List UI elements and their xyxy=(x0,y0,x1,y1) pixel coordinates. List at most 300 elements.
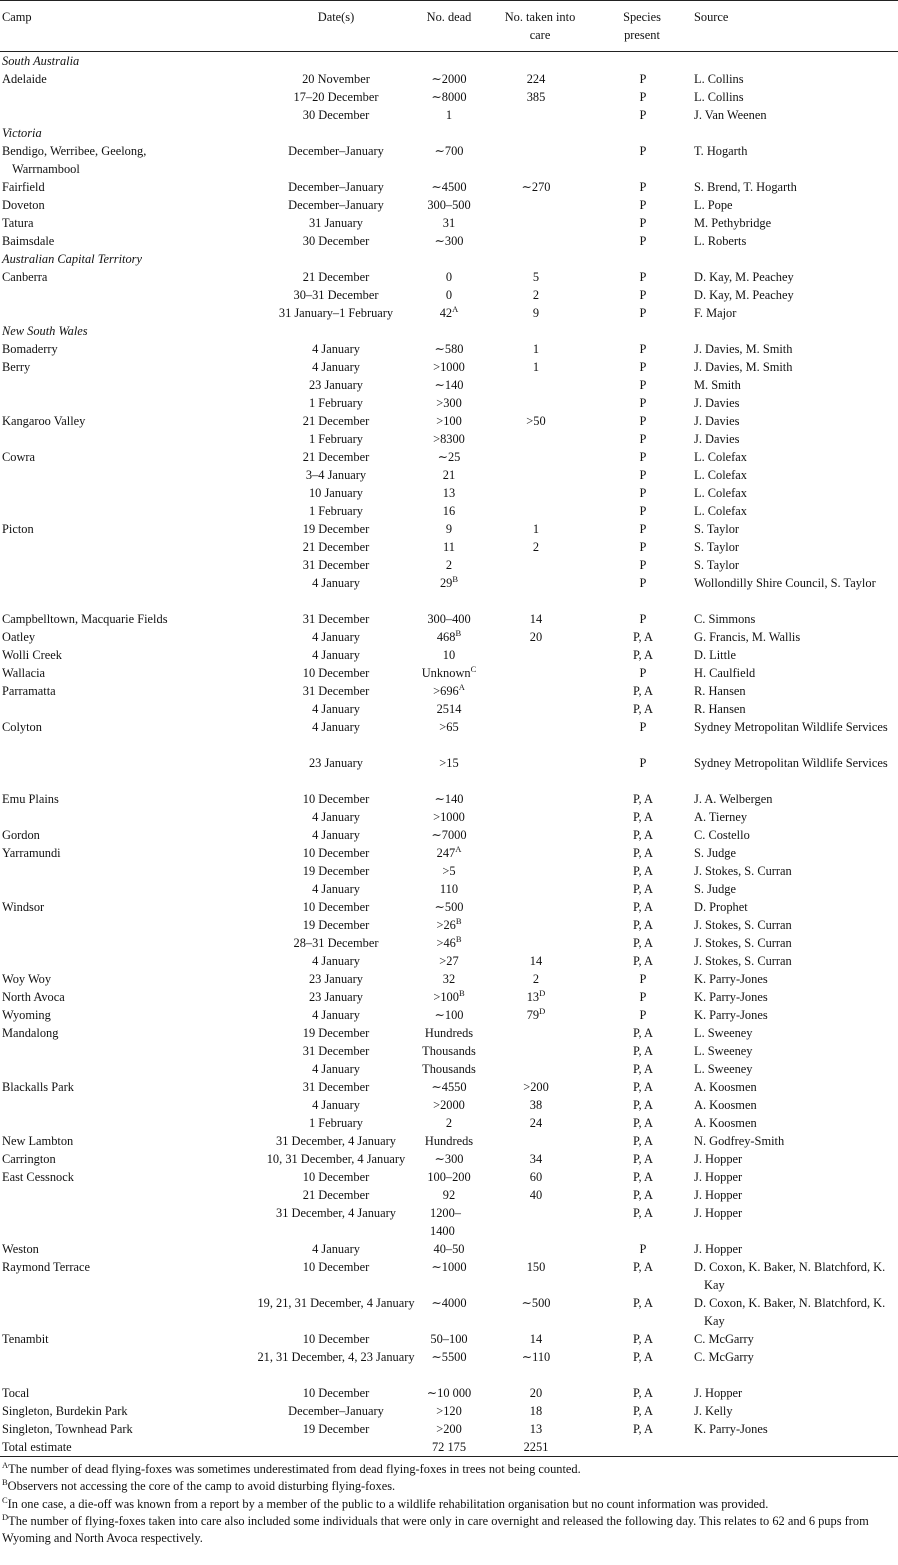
source-cell: L. Sweeney xyxy=(694,1044,753,1058)
source-cell: R. Hansen xyxy=(694,684,746,698)
dead-cell xyxy=(405,466,493,484)
dead-cell xyxy=(405,970,493,988)
camp-cell: Fairfield xyxy=(2,180,45,194)
dead-value: >200 xyxy=(436,1422,462,1436)
date-cell: 10 December xyxy=(302,846,370,860)
date-cell: 10 December xyxy=(302,666,370,680)
date-cell: 4 January xyxy=(312,702,360,716)
species-cell: P, A xyxy=(633,846,653,860)
dead-cell xyxy=(405,1096,493,1114)
date-cell: 10 December xyxy=(302,792,370,806)
care-cell xyxy=(490,304,582,322)
care-cell xyxy=(490,1186,582,1204)
dead-cell xyxy=(405,268,493,286)
dead-value: 110 xyxy=(439,882,459,896)
dead-cell xyxy=(405,502,493,520)
dead-cell xyxy=(405,862,493,880)
date-cell: 4 January xyxy=(312,810,360,824)
date-cell: 4 January xyxy=(312,720,360,734)
dead-cell xyxy=(405,1078,493,1096)
dead-cell xyxy=(405,106,493,124)
table-row xyxy=(0,898,898,916)
table-row xyxy=(0,1006,898,1024)
table-row xyxy=(0,1060,898,1078)
dead-cell xyxy=(405,232,493,250)
footnote-mark: D xyxy=(539,987,546,998)
date-cell: 31 January xyxy=(308,216,364,230)
care-cell xyxy=(490,538,582,556)
care-value: 14 xyxy=(529,954,543,968)
care-value: 24 xyxy=(529,1116,543,1130)
source-cell: J. Stokes, S. Curran xyxy=(694,864,792,878)
camp-cell: Gordon xyxy=(2,828,40,842)
date-cell: 4 January xyxy=(312,1062,360,1076)
table-row xyxy=(0,142,898,178)
footnote-mark: D xyxy=(539,1005,546,1016)
species-cell: P xyxy=(639,306,647,320)
date-cell: 3–4 January xyxy=(305,468,367,482)
region-row xyxy=(0,322,898,340)
dead-value: ∼4000 xyxy=(431,1296,467,1310)
table-row xyxy=(0,844,898,862)
care-cell xyxy=(490,340,582,358)
table-row xyxy=(0,178,898,196)
table-row xyxy=(0,1168,898,1186)
region-label: Australian Capital Territory xyxy=(2,252,142,266)
species-cell: P xyxy=(639,468,647,482)
species-cell: P, A xyxy=(633,810,653,824)
source-cell: S. Judge xyxy=(694,846,736,860)
dead-value: 2 xyxy=(445,1116,453,1130)
date-cell: 31 December, 4 January xyxy=(276,1134,396,1148)
camp-cell: Raymond Terrace xyxy=(2,1260,91,1274)
date-cell: 19 December xyxy=(302,522,370,536)
dead-value: 1200– 1400 xyxy=(430,1206,461,1238)
date-cell: 4 January xyxy=(312,1008,360,1022)
dead-cell xyxy=(405,880,493,898)
care-value: >50 xyxy=(526,414,546,428)
care-cell xyxy=(490,520,582,538)
camp-cell: Blackalls Park xyxy=(2,1080,74,1094)
species-cell: P xyxy=(639,72,647,86)
date-cell: 21 December xyxy=(302,270,370,284)
dead-cell xyxy=(405,808,493,826)
camp-cell: Bendigo, Werribee, Geelong, Warrnambool xyxy=(2,144,147,176)
care-cell xyxy=(490,988,582,1006)
source-cell: K. Parry-Jones xyxy=(694,990,768,1004)
care-value: 13 xyxy=(529,1422,543,1436)
source-cell: J. Stokes, S. Curran xyxy=(694,954,792,968)
dead-cell xyxy=(405,682,493,700)
species-cell: P xyxy=(639,972,647,986)
dead-value: ∼1000 xyxy=(431,1260,467,1274)
species-cell: P xyxy=(639,360,647,374)
dead-value: ∼100 xyxy=(434,1008,464,1022)
table-row xyxy=(0,1294,898,1330)
dead-cell xyxy=(405,1438,493,1456)
species-cell: P, A xyxy=(633,630,653,644)
camp-cell: Carrington xyxy=(2,1152,56,1166)
camp-cell: Adelaide xyxy=(2,72,47,86)
dead-value: 2514 xyxy=(436,702,462,716)
species-cell: P, A xyxy=(633,1080,653,1094)
dead-cell xyxy=(405,520,493,538)
date-cell: 23 January xyxy=(308,756,364,770)
source-cell: J. Davies xyxy=(694,432,740,446)
dead-value: Unknown xyxy=(421,666,471,680)
camp-cell: Singleton, Burdekin Park xyxy=(2,1404,128,1418)
dead-value: >27 xyxy=(439,954,459,968)
date-cell: 30–31 December xyxy=(293,288,379,302)
care-value: 14 xyxy=(529,612,543,626)
camp-cell: Canberra xyxy=(2,270,48,284)
table-row xyxy=(0,628,898,646)
dead-value: 31 xyxy=(442,216,456,230)
dead-cell xyxy=(405,430,493,448)
table-row xyxy=(0,718,898,754)
dead-cell xyxy=(405,1006,493,1024)
dead-value: >1000 xyxy=(433,810,465,824)
care-cell xyxy=(490,952,582,970)
region-label: New South Wales xyxy=(2,324,88,338)
camp-cell: Wyoming xyxy=(2,1008,51,1022)
camp-cell: Tatura xyxy=(2,216,34,230)
dead-cell xyxy=(405,952,493,970)
dead-cell xyxy=(405,1402,493,1420)
table-row xyxy=(0,1096,898,1114)
table-row xyxy=(0,826,898,844)
dead-cell xyxy=(405,178,493,196)
dead-value: 1 xyxy=(445,108,453,122)
date-cell: 10 December xyxy=(302,1260,370,1274)
date-cell: 19 December xyxy=(302,918,370,932)
dead-value: 468 xyxy=(436,630,456,644)
species-cell: P xyxy=(639,216,647,230)
species-cell: P, A xyxy=(633,1098,653,1112)
source-cell: L. Colefax xyxy=(694,468,747,482)
dead-value: >26 xyxy=(436,918,456,932)
dead-cell xyxy=(405,826,493,844)
date-cell: 19 December xyxy=(302,1422,370,1436)
date-cell: 4 January xyxy=(312,630,360,644)
care-value: 79 xyxy=(526,1008,540,1022)
date-cell: 4 January xyxy=(312,648,360,662)
dead-cell xyxy=(405,448,493,466)
table-row xyxy=(0,1402,898,1420)
header-camp: Camp xyxy=(2,10,32,24)
table-row xyxy=(0,880,898,898)
source-cell: S. Brend, T. Hogarth xyxy=(694,180,797,194)
dead-cell xyxy=(405,1114,493,1132)
camp-cell: North Avoca xyxy=(2,990,65,1004)
date-cell: December–January xyxy=(288,198,384,212)
date-cell: 21 December xyxy=(302,1188,370,1202)
species-cell: P xyxy=(639,720,647,734)
dead-value: 29 xyxy=(439,576,453,590)
species-cell: P, A xyxy=(633,1116,653,1130)
table-row xyxy=(0,754,898,790)
dead-cell xyxy=(405,394,493,412)
dead-cell xyxy=(405,988,493,1006)
date-cell: December–January xyxy=(288,144,384,158)
species-cell: P xyxy=(639,522,647,536)
date-cell: 23 January xyxy=(308,990,364,1004)
footnote-mark: B xyxy=(458,987,465,998)
date-cell: 31 December xyxy=(302,684,370,698)
dead-cell xyxy=(430,1204,518,1240)
care-value: 34 xyxy=(529,1152,543,1166)
care-cell xyxy=(490,178,582,196)
date-cell: 19 December xyxy=(302,1026,370,1040)
dead-cell xyxy=(405,574,493,592)
care-value: 20 xyxy=(529,1386,543,1400)
dead-value: 21 xyxy=(442,468,456,482)
source-cell: J. Stokes, S. Curran xyxy=(694,918,792,932)
care-value: ∼110 xyxy=(521,1350,551,1364)
dead-cell xyxy=(405,214,493,232)
footnote-mark: C xyxy=(2,1494,8,1505)
header-species: Species present xyxy=(623,10,661,42)
footnote xyxy=(0,1461,898,1478)
date-cell: 4 January xyxy=(312,882,360,896)
source-cell: Sydney Metropolitan Wildlife Services xyxy=(694,756,888,770)
footnote-mark: B xyxy=(455,933,462,944)
source-cell: Sydney Metropolitan Wildlife Services xyxy=(694,720,888,734)
dead-value: ∼4550 xyxy=(431,1080,467,1094)
region-row xyxy=(0,124,898,142)
table-row xyxy=(0,1204,898,1240)
care-cell xyxy=(490,628,582,646)
care-cell xyxy=(490,358,582,376)
header-dead: No. dead xyxy=(426,10,472,24)
dead-value: ∼580 xyxy=(434,342,464,356)
care-value: 1 xyxy=(532,522,540,536)
species-cell: P xyxy=(639,180,647,194)
care-cell xyxy=(490,1150,582,1168)
dead-value: ∼5500 xyxy=(431,1350,467,1364)
header-source: Source xyxy=(694,10,729,24)
date-cell: 1 February xyxy=(308,396,364,410)
table-row xyxy=(0,700,898,718)
care-cell xyxy=(490,1114,582,1132)
care-cell xyxy=(490,1384,582,1402)
dead-cell xyxy=(405,376,493,394)
care-value: 2251 xyxy=(523,1440,549,1454)
dead-value: ∼140 xyxy=(434,378,464,392)
source-cell: J. Hopper xyxy=(694,1386,743,1400)
source-cell: J. Hopper xyxy=(694,1242,743,1256)
dead-value: ∼500 xyxy=(434,900,464,914)
care-value: 13 xyxy=(526,990,540,1004)
table-row xyxy=(0,1078,898,1096)
dead-cell xyxy=(405,1042,493,1060)
species-cell: P xyxy=(639,450,647,464)
table-row xyxy=(0,1420,898,1438)
table-row xyxy=(0,214,898,232)
dead-cell xyxy=(405,610,493,628)
header-dates: Date(s) xyxy=(317,10,355,24)
date-cell: 20 November xyxy=(302,72,370,86)
dead-cell xyxy=(405,700,493,718)
table-row xyxy=(0,862,898,880)
region-label: South Australia xyxy=(2,54,80,68)
source-cell: L. Roberts xyxy=(694,234,747,248)
date-cell: 4 January xyxy=(312,1098,360,1112)
camp-cell: Weston xyxy=(2,1242,39,1256)
table-row xyxy=(0,502,898,520)
source-cell: S. Judge xyxy=(694,882,736,896)
species-cell: P, A xyxy=(633,1386,653,1400)
source-cell: L. Sweeney xyxy=(694,1062,753,1076)
care-value: 60 xyxy=(529,1170,543,1184)
source-cell: J. Davies xyxy=(694,396,740,410)
source-cell: S. Taylor xyxy=(694,558,740,572)
dead-value: ∼140 xyxy=(434,792,464,806)
source-cell: T. Hogarth xyxy=(694,144,748,158)
date-cell: 10 December xyxy=(302,1386,370,1400)
source-cell: H. Caulfield xyxy=(694,666,756,680)
dead-value: 92 xyxy=(442,1188,456,1202)
table-row xyxy=(0,790,898,808)
source-cell: D. Kay, M. Peachey xyxy=(694,270,794,284)
table-row xyxy=(0,1042,898,1060)
table-row xyxy=(0,1132,898,1150)
date-cell: 28–31 December xyxy=(293,936,379,950)
care-cell xyxy=(490,1096,582,1114)
table-row xyxy=(0,1330,898,1348)
date-cell: 10 January xyxy=(308,486,364,500)
camp-cell: Mandalong xyxy=(2,1026,59,1040)
source-cell: C. Costello xyxy=(694,828,750,842)
dead-value: 247 xyxy=(436,846,456,860)
table-row xyxy=(0,430,898,448)
dead-cell xyxy=(405,1060,493,1078)
table-row xyxy=(0,1438,898,1456)
dead-cell xyxy=(405,646,493,664)
footnotes xyxy=(0,1457,898,1547)
source-cell: Wollondilly Shire Council, S. Taylor xyxy=(694,576,876,590)
table-row xyxy=(0,610,898,628)
dead-cell xyxy=(405,538,493,556)
care-cell xyxy=(490,1438,582,1456)
care-value: 5 xyxy=(532,270,540,284)
source-cell: S. Taylor xyxy=(694,540,740,554)
source-cell: M. Pethybridge xyxy=(694,216,772,230)
date-cell: 4 January xyxy=(312,342,360,356)
source-cell: J. Davies, M. Smith xyxy=(694,342,793,356)
camp-cell: Colyton xyxy=(2,720,42,734)
dead-cell xyxy=(405,142,493,160)
species-cell: P, A xyxy=(633,1260,653,1274)
dead-cell xyxy=(405,1294,493,1312)
table-row xyxy=(0,268,898,286)
source-cell: L. Pope xyxy=(694,198,733,212)
source-cell: L. Sweeney xyxy=(694,1026,753,1040)
date-cell: 1 February xyxy=(308,432,364,446)
dead-value: Thousands xyxy=(422,1062,476,1076)
date-cell: 30 December xyxy=(302,108,370,122)
care-value: ∼500 xyxy=(521,1296,551,1310)
dead-value: >5 xyxy=(442,864,456,878)
species-cell: P, A xyxy=(633,684,653,698)
source-cell: C. McGarry xyxy=(694,1350,754,1364)
care-cell xyxy=(490,70,582,88)
species-cell: P, A xyxy=(633,1422,653,1436)
date-cell: 31 December, 4 January xyxy=(276,1206,396,1220)
dead-value: Hundreds xyxy=(424,1134,474,1148)
dead-value: Hundreds xyxy=(424,1026,474,1040)
camp-cell: East Cessnock xyxy=(2,1170,74,1184)
species-cell: P xyxy=(639,432,647,446)
table-row xyxy=(0,538,898,556)
source-cell: C. McGarry xyxy=(694,1332,754,1346)
date-cell: 23 January xyxy=(308,972,364,986)
camp-cell: Windsor xyxy=(2,900,45,914)
table-row xyxy=(0,1384,898,1402)
species-cell: P xyxy=(639,234,647,248)
dead-cell xyxy=(405,1150,493,1168)
care-value: >200 xyxy=(523,1080,549,1094)
footnote-mark: C xyxy=(470,663,477,674)
source-cell: N. Godfrey-Smith xyxy=(694,1134,785,1148)
table-row xyxy=(0,466,898,484)
dead-cell xyxy=(405,934,493,952)
species-cell: P xyxy=(639,90,647,104)
source-cell: S. Taylor xyxy=(694,522,740,536)
source-cell: J. Davies, M. Smith xyxy=(694,360,793,374)
date-cell: 17–20 December xyxy=(293,90,379,104)
dead-cell xyxy=(405,358,493,376)
camp-cell: Cowra xyxy=(2,450,36,464)
footnote-text: Observers not accessing the core of the camp to avoid disturbing flying-foxes. xyxy=(7,1479,396,1494)
care-cell xyxy=(490,1402,582,1420)
table-row xyxy=(0,916,898,934)
table-row xyxy=(0,682,898,700)
care-value: 385 xyxy=(526,90,546,104)
table-row xyxy=(0,304,898,322)
dead-value: 300–500 xyxy=(427,198,471,212)
table-row xyxy=(0,448,898,466)
source-cell: K. Parry-Jones xyxy=(694,1008,768,1022)
dead-value: >1000 xyxy=(433,360,465,374)
date-cell: December–January xyxy=(288,180,384,194)
dead-value: 2 xyxy=(445,558,453,572)
care-cell xyxy=(490,1330,582,1348)
dead-value: >65 xyxy=(439,720,459,734)
region-label: Victoria xyxy=(2,126,42,140)
species-cell: P xyxy=(639,1008,647,1022)
date-cell: 1 February xyxy=(308,504,364,518)
source-cell: J. Stokes, S. Curran xyxy=(694,936,792,950)
table-row xyxy=(0,232,898,250)
footnote-mark: A xyxy=(455,843,462,854)
dead-cell xyxy=(405,1132,493,1150)
date-cell: 10 December xyxy=(302,900,370,914)
dead-value: 100–200 xyxy=(427,1170,471,1184)
dead-cell xyxy=(405,664,493,682)
source-cell: R. Hansen xyxy=(694,702,746,716)
table-row xyxy=(0,358,898,376)
table-row xyxy=(0,1114,898,1132)
table-row xyxy=(0,70,898,88)
care-cell xyxy=(490,1078,582,1096)
table-row xyxy=(0,88,898,106)
species-cell: P xyxy=(639,270,647,284)
table-row xyxy=(0,952,898,970)
footnote xyxy=(0,1496,898,1513)
dead-cell xyxy=(405,628,493,646)
date-cell: 4 January xyxy=(312,1242,360,1256)
